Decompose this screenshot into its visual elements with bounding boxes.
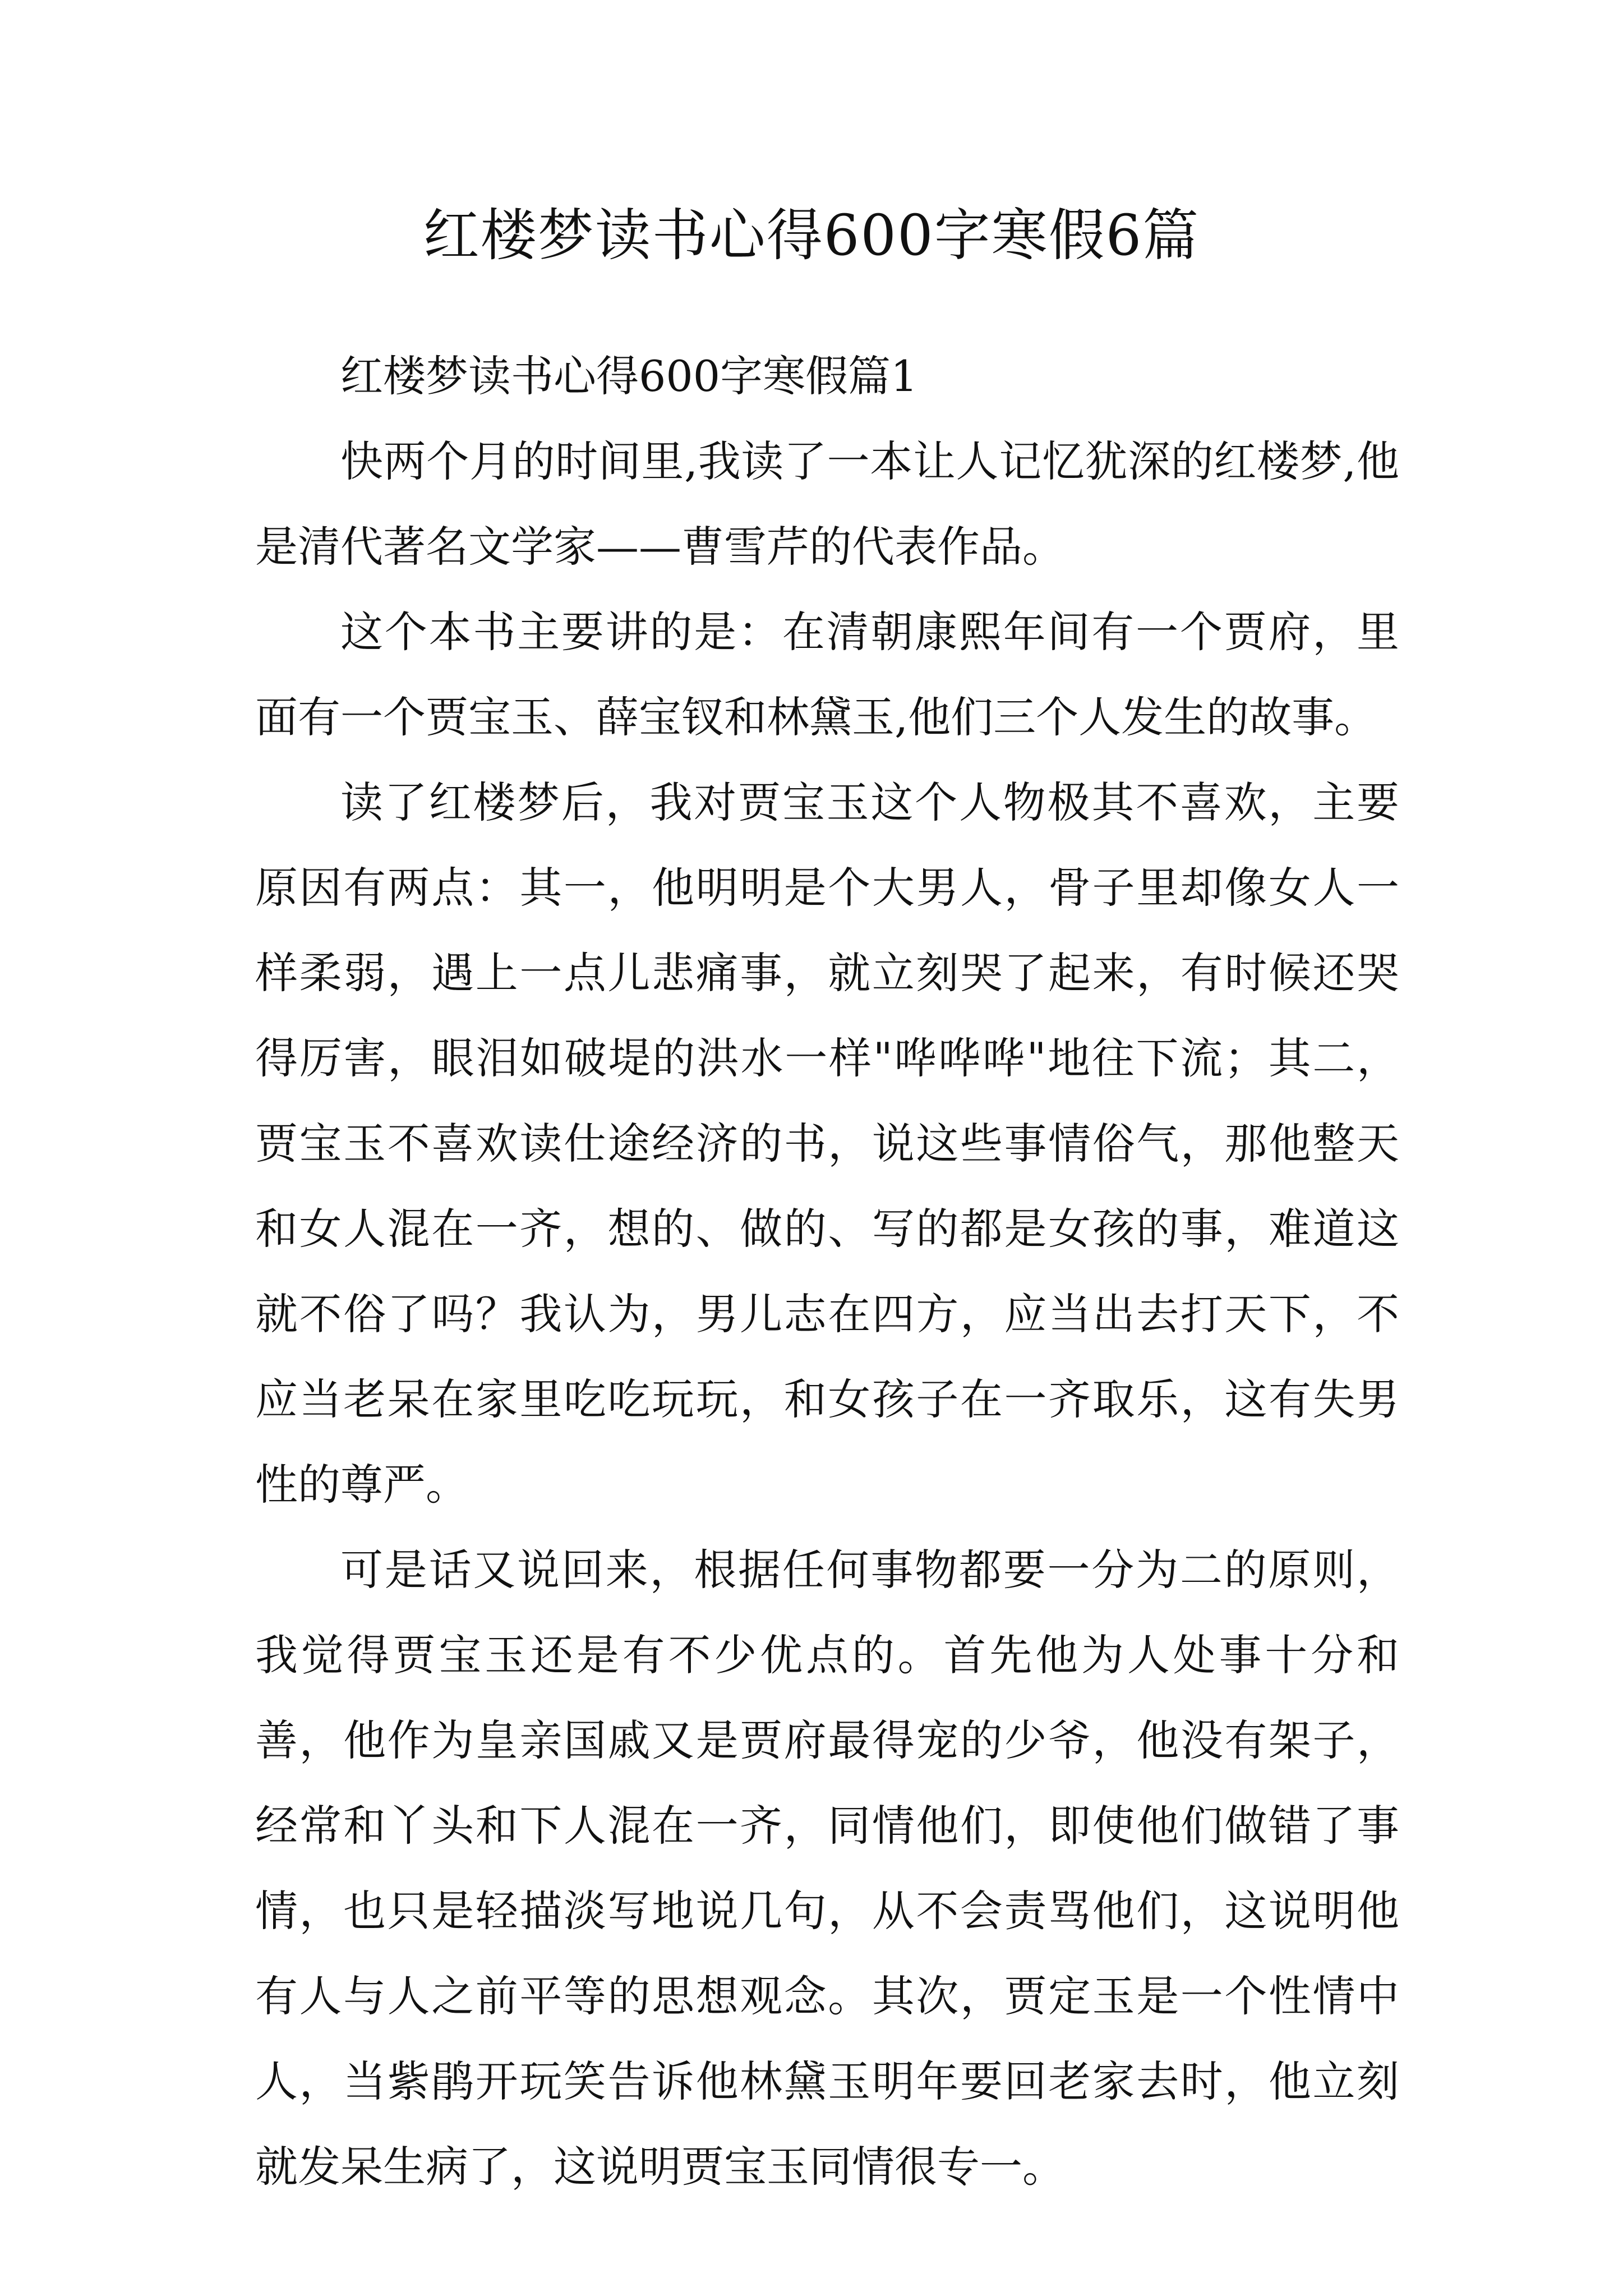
section-heading: 红楼梦读书心得600字寒假篇1 [340, 351, 918, 401]
body-paragraph: 这个本书主要讲的是：在清朝康熙年间有一个贾府，里面有一个贾宝玉、薛宝钗和林黛玉,他们三个人发生的故事。 [255, 607, 1399, 742]
body-paragraph: 可是话又说回来，根据任何事物都要一分为二的原则，我觉得贾宝玉还是有不少优点的。首先他为人处事十分和善，他作为皇亲国戚又是贾府最得宠的少爷，他没有架子，经常和丫头和下人混在一齐，同情他们，即使他们做错了事情，也只是轻描淡写地说几句，从不会责骂他们，这说明他有人与人之前平等的思想观念。其次，贾定玉是一个性情中人，当紫鹃开玩笑告诉他林黛玉明年要回老家去时，他立刻就发呆生病了，这说明贾宝玉同情很专一。 [255, 1545, 1399, 2192]
document-body [255, 334, 1399, 2210]
body-paragraph: 快两个月的时间里,我读了一本让人记忆犹深的红楼梦,他是清代著名文学家——曹雪芹的代表作品。 [255, 436, 1399, 572]
body-paragraph: 读了红楼梦后，我对贾宝玉这个人物极其不喜欢，主要原因有两点：其一，他明明是个大男人，骨子里却像女人一样柔弱，遇上一点儿悲痛事，就立刻哭了起来，有时候还哭得厉害，眼泪如破堤的洪水一样"哗哗哗"地往下流；其二，贾宝玉不喜欢读仕途经济的书，说这些事情俗气，那他整天和女人混在一齐，想的、做的、写的都是女孩的事，难道这就不俗了吗？我认为，男儿志在四方，应当出去打天下，不应当老呆在家里吃吃玩玩，和女孩子在一齐取乐，这有失男性的尊严。 [255, 777, 1399, 1510]
document-title: 红楼梦读书心得600字寒假6篇 [423, 203, 1200, 268]
